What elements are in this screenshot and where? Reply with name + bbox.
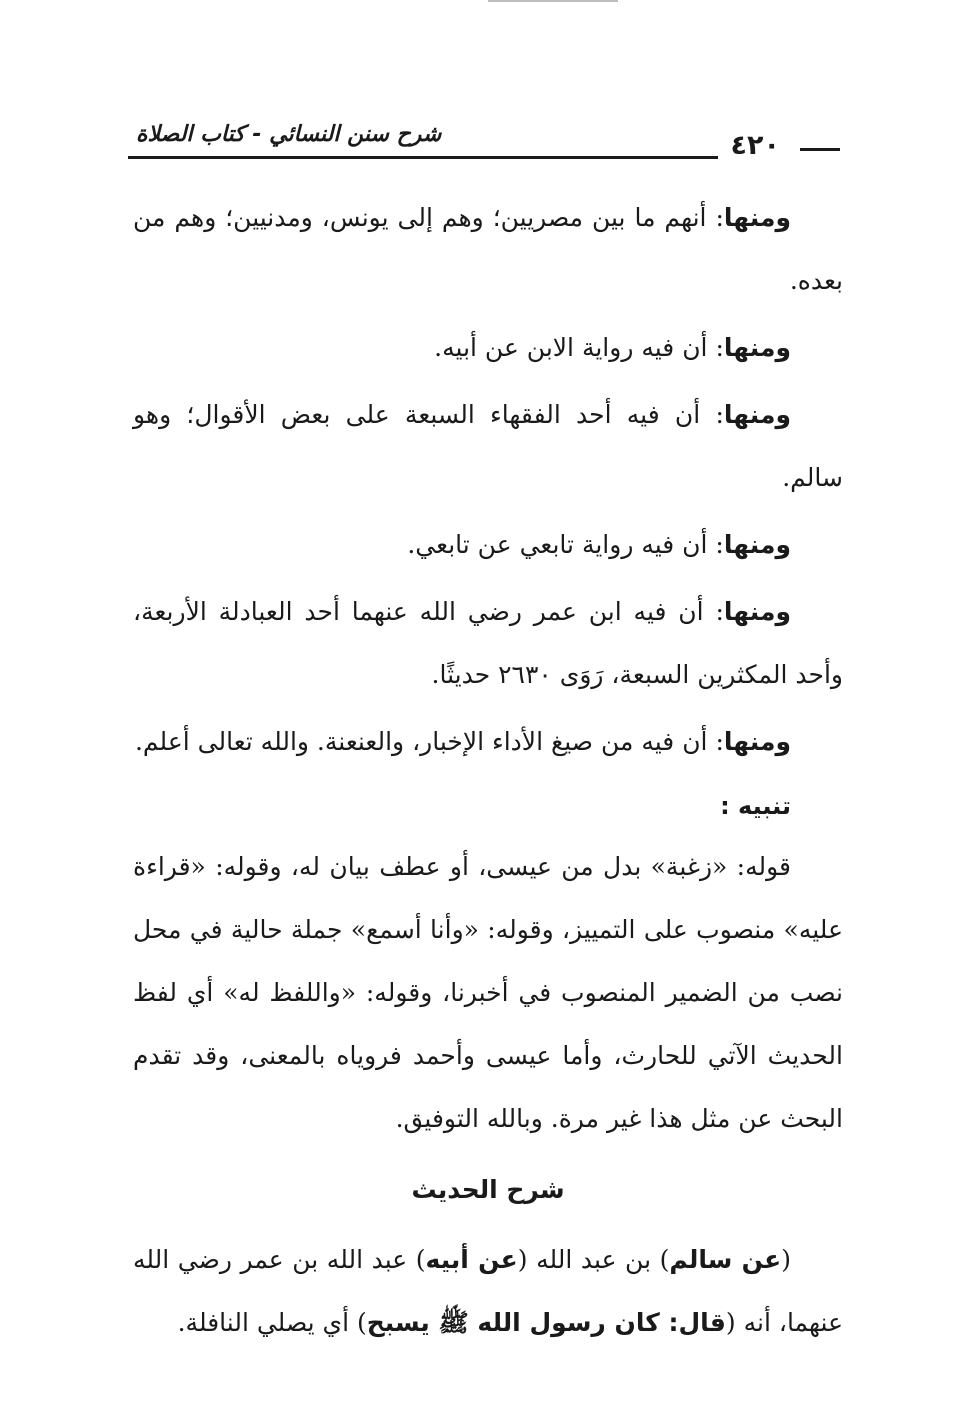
paragraph-text: : أن فيه أحد الفقهاء السبعة على بعض الأقوال؛ وهو سالم. [133, 400, 843, 492]
paragraph-3 [133, 383, 843, 509]
notice-heading: تنبيه : [720, 792, 791, 820]
sharh-text-2: ) عبد الله بن عمر رضي الله عنهما، أنه ( [133, 1245, 843, 1337]
paragraph-text: : أن فيه ابن عمر رضي الله عنهما أحد العبادلة الأربعة، وأحد المكثرين السبعة، رَوَى ٢٦٣٠ حديثًا. [133, 597, 843, 689]
sharh-text-1: ) بن عبد الله ( [517, 1245, 670, 1274]
sharh-bold-2: عن أبيه [425, 1245, 518, 1274]
notice-paragraph: قوله: «زغبة» بدل من عيسى، أو عطف بيان له، وقوله: «قراءة عليه» منصوب على التمييز، وقوله: «وأنا أسمع» جملة حالية في محل نصب من الضمير المنصوب في أخبرنا، وقوله: «واللفظ له» أي لفظ الحديث الآتي للحارث، وأما عيسى وأحمد فروياه بالمعنى، وقد تقدم البحث عن مثل هذا غير مرة. وبالله التوفيق. [133, 852, 843, 1133]
sharh-bold-1: عن سالم [669, 1245, 782, 1274]
paragraph-text: : أن فيه من صيغ الأداء الإخبار، والعنعنة. والله تعالى أعلم. [134, 727, 724, 756]
paragraph-2 [133, 316, 843, 379]
paragraph-lead: ومنها [723, 333, 791, 362]
paragraph-5 [133, 580, 843, 706]
page-number-dash [800, 148, 840, 151]
page-header [128, 118, 840, 164]
paragraph-6 [133, 710, 843, 773]
paragraph-lead: ومنها [723, 400, 791, 429]
paragraph-text: : أنهم ما بين مصريين؛ وهم إلى يونس، ومدنيين؛ وهم من بعده. [133, 203, 843, 295]
paragraph-text: : أن فيه رواية الابن عن أبيه. [434, 333, 724, 362]
sharh-bold-3: قال: كان رسول الله ﷺ يسبح [366, 1308, 726, 1337]
paragraph-lead: ومنها [723, 530, 791, 559]
paragraph-4 [133, 513, 843, 576]
page-number: ٤٢٠ [730, 130, 780, 161]
sharh-text-3: ) أي يصلي النافلة. [177, 1308, 367, 1337]
sharh-paragraph [133, 1228, 843, 1354]
paragraph-lead: ومنها [723, 727, 791, 756]
running-title: شرح سنن النسائي - كتاب الصلاة [136, 122, 442, 147]
paragraph-lead: ومنها [723, 597, 791, 626]
body-text [133, 186, 843, 1358]
header-rule [128, 156, 718, 159]
paragraph-lead: ومنها [723, 203, 791, 232]
sharh-open-paren: ( [781, 1245, 792, 1274]
scan-edge-mark [488, 0, 618, 2]
sharh-heading: شرح الحديث [411, 1175, 565, 1204]
paragraph-1 [133, 186, 843, 312]
paragraph-text: : أن فيه رواية تابعي عن تابعي. [407, 530, 724, 559]
